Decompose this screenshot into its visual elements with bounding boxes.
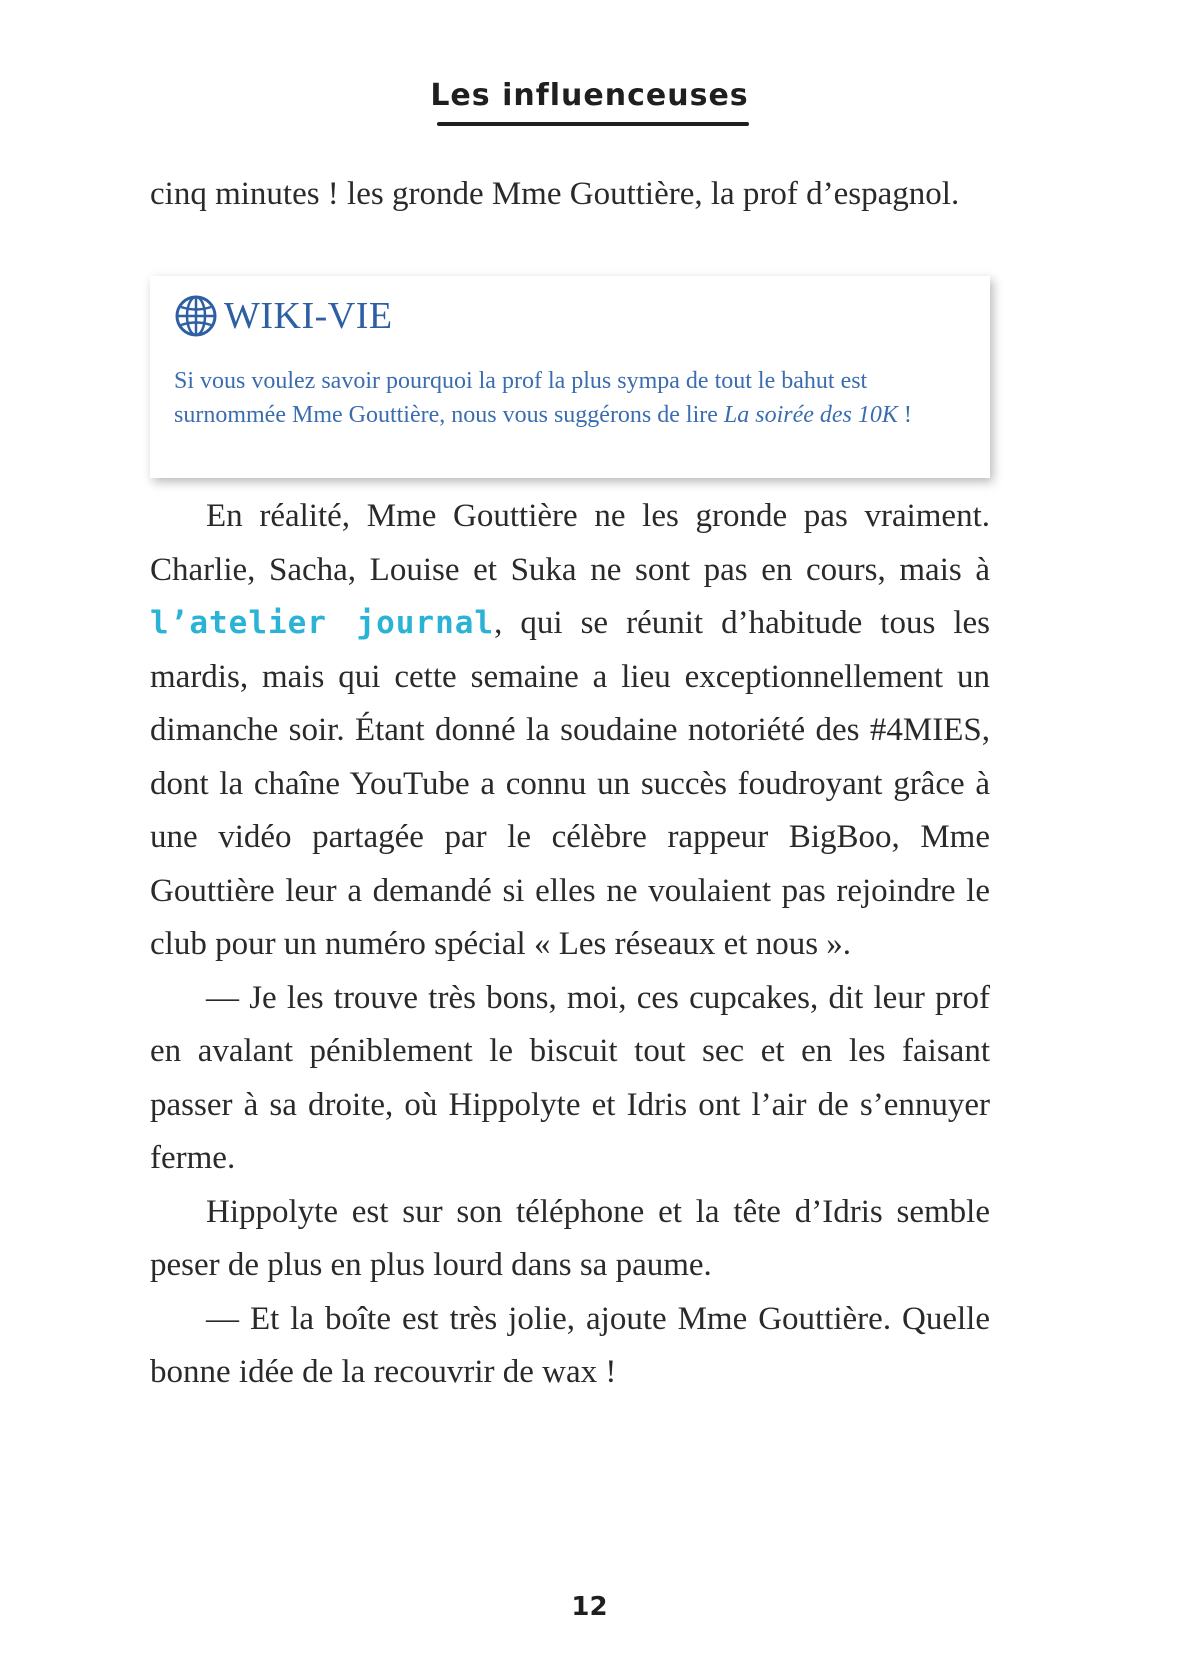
- paragraph-4: — Et la boîte est très jolie, ajoute Mme Gouttière. Quelle bonne idée de la recouvrir de wax !: [150, 1300, 990, 1390]
- paragraph-1-start: En réalité, Mme Gouttière ne les gronde pas vraiment. Charlie, Sacha, Louise et Suka ne sont pas en cours, mais à: [150, 498, 990, 588]
- page-number: 12: [571, 1592, 608, 1622]
- wiki-book-reference: La soirée des 10K: [723, 402, 898, 428]
- running-header: [0, 78, 1179, 113]
- wiki-text-end: !: [897, 402, 912, 428]
- wiki-box-text: [174, 364, 934, 432]
- paragraph-continuation: cinq minutes ! les gronde Mme Gouttière, la prof d’espagnol.: [150, 176, 960, 212]
- paragraph-2: — Je les trouve très bons, moi, ces cupcakes, dit leur prof en avalant péniblement le biscuit tout sec et en les faisant passer à sa droite, où Hippolyte et Idris ont l’air de s’ennuyer ferme.: [150, 979, 990, 1176]
- paragraph-1-end: , qui se réunit d’habitude tous les mardis, mais qui cette semaine a lieu exceptionnellement un dimanche soir. Étant donné la soudaine notoriété des #4MIES, dont la chaîne YouTube a connu un succès foudroyant grâce à une vidéo partagée par le célèbre rappeur BigBoo, Mme Gouttière leur a demandé si elles ne voulaient pas rejoindre le club pour un numéro spécial « Les réseaux et nous ».: [150, 605, 991, 962]
- wiki-vie-box: [150, 276, 990, 478]
- wiki-box-title: WIKI-VIE: [224, 295, 393, 337]
- wiki-box-header: [174, 294, 393, 338]
- wiki-text-start: Si vous voulez savoir pourquoi la prof la plus sympa de tout le bahut est surnommée Mme Gouttière, nous vous suggérons de lire: [174, 368, 868, 428]
- top-paragraph: [150, 168, 990, 222]
- paragraph-1: [150, 490, 990, 972]
- paragraph-3: Hippolyte est sur son téléphone et la tête d’Idris semble peser de plus en plus lourd dans sa paume.: [150, 1193, 990, 1283]
- atelier-journal-highlight: l’atelier journal: [150, 605, 495, 641]
- globe-icon: [174, 294, 218, 338]
- header-underline: [437, 122, 749, 126]
- main-text: [150, 490, 990, 1400]
- book-title: Les influenceuses: [430, 78, 749, 113]
